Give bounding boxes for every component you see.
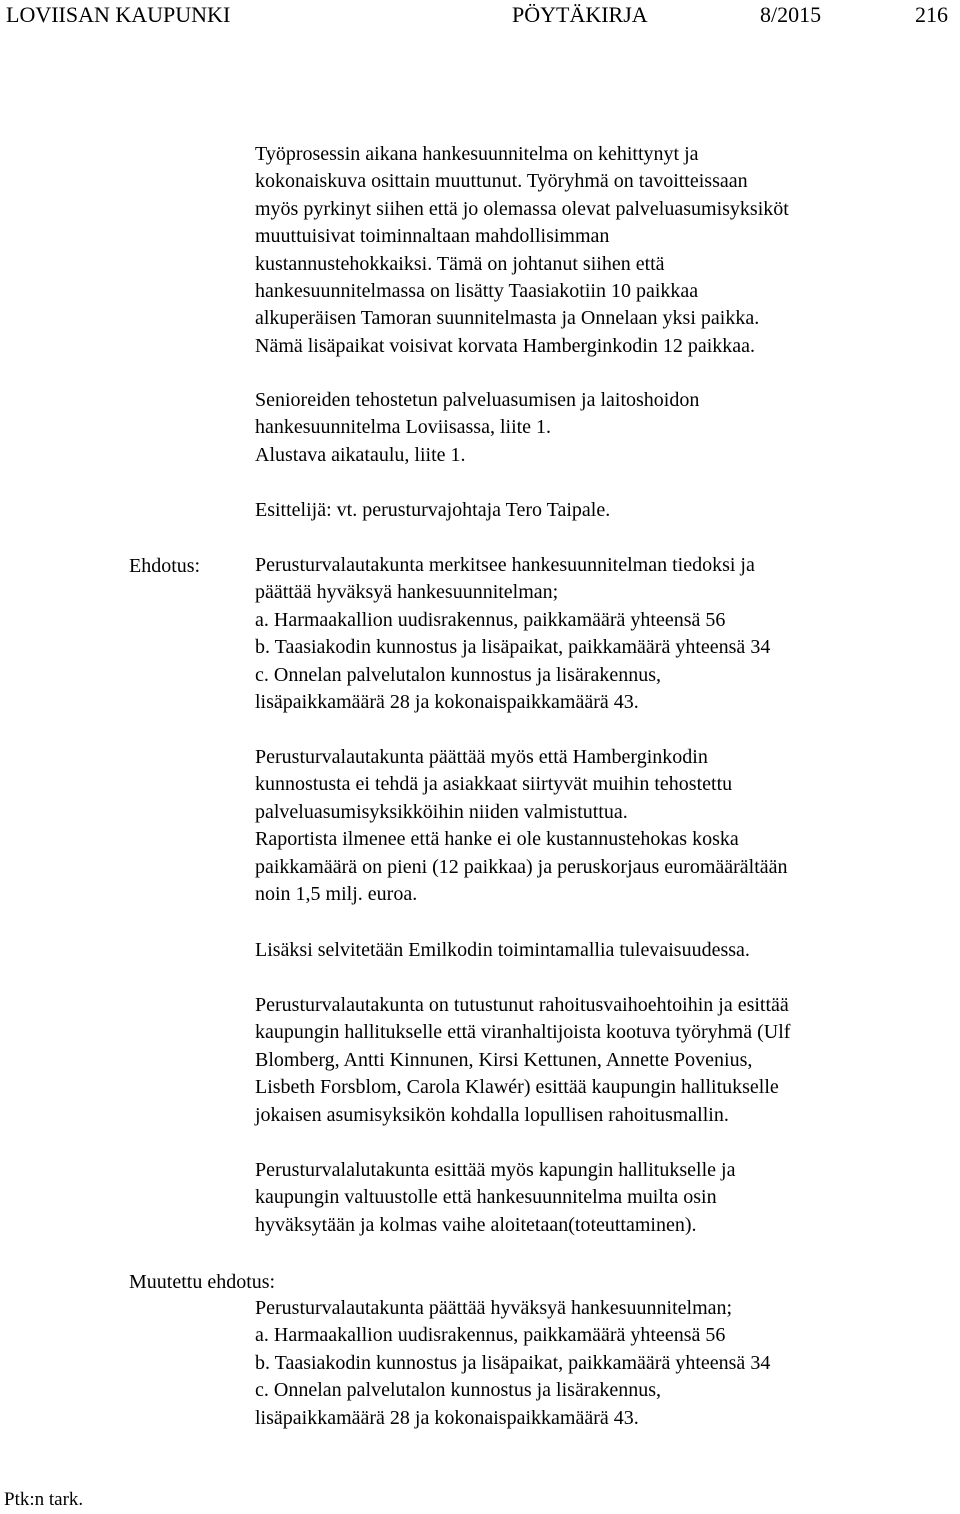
text-line: Alustava aikataulu, liite 1. xyxy=(255,443,466,466)
organization-name: LOVIISAN KAUPUNKI xyxy=(6,2,231,27)
text-line: kaupungin valtuustolle että hankesuunnitelma muilta osin xyxy=(255,1186,717,1209)
amended-proposal-text xyxy=(255,1295,945,1432)
text-line: Lisbeth Forsblom, Carola Klawér) esittää kaupungin hallitukselle xyxy=(255,1076,779,1099)
text-line: alkuperäisen Tamoran suunnitelmasta ja Onnelaan yksi paikka. xyxy=(255,307,760,330)
text-line: Blomberg, Antti Kinnunen, Kirsi Kettunen, Annette Povenius, xyxy=(255,1048,753,1071)
amended-proposal-label: Muutettu ehdotus: xyxy=(129,1271,276,1293)
text-line: lisäpaikkamäärä 28 ja kokonaispaikkamäärä 43. xyxy=(255,691,639,714)
minutes-checker-note: Ptk:n tark. xyxy=(4,1489,84,1510)
text-line: jokaisen asumisyksikön kohdalla lopullisen rahoitusmallin. xyxy=(255,1103,729,1126)
text-line: kustannustehokkaiksi. Tämä on johtanut siihen että xyxy=(255,252,665,275)
text-line: hyväksytään ja kolmas vaihe aloitetaan(toteuttaminen). xyxy=(255,1213,697,1236)
text-line: Työprosessin aikana hankesuunnitelma on kehittynyt ja xyxy=(255,143,699,165)
text-line: myös pyrkinyt siihen että jo olemassa olevat palveluasumisyksiköt xyxy=(255,197,789,220)
proposal-decision xyxy=(255,552,945,716)
text-line: muuttuisivat toiminnaltaan mahdollisimman xyxy=(255,225,610,248)
text-line: Perusturvalautakunta päättää hyväksyä hankesuunnitelman; xyxy=(255,1297,733,1319)
council-paragraph xyxy=(255,1157,945,1239)
text-line: Nämä lisäpaikat voisivat korvata Hamberginkodin 12 paikkaa. xyxy=(255,334,756,357)
text-line: c. Onnelan palvelutalon kunnostus ja lisärakennus, xyxy=(255,663,662,686)
text-line: a. Harmaakallion uudisrakennus, paikkamäärä yhteensä 56 xyxy=(255,608,726,631)
text-line: hankesuunnitelma Loviisassa, liite 1. xyxy=(255,416,552,439)
text-line: palveluasumisyksikköihin niiden valmistuttua. xyxy=(255,800,628,823)
text-line: kaupungin hallitukselle että viranhaltijoista kootuva työryhmä (Ulf xyxy=(255,1021,791,1044)
text-line: Perusturvalautakunta päättää myös että Hamberginkodin xyxy=(255,746,708,768)
text-line: Perusturvalalutakunta esittää myös kapungin hallitukselle ja xyxy=(255,1159,736,1181)
financing-paragraph xyxy=(255,992,945,1129)
text-line: noin 1,5 milj. euroa. xyxy=(255,883,418,906)
text-line: kokonaiskuva osittain muuttunut. Työryhmä on tavoitteissaan xyxy=(255,170,748,193)
page-header xyxy=(0,0,960,30)
presenter-line xyxy=(255,497,945,524)
page-number: 216 xyxy=(915,2,948,27)
text-line: Raportista ilmenee että hanke ei ole kustannustehokas koska xyxy=(255,828,739,851)
text-line: b. Taasiakodin kunnostus ja lisäpaikat, paikkamäärä yhteensä 34 xyxy=(255,1351,771,1374)
text-line: päättää hyväksyä hankesuunnitelman; xyxy=(255,581,559,604)
text-line: b. Taasiakodin kunnostus ja lisäpaikat, paikkamäärä yhteensä 34 xyxy=(255,636,771,659)
text-line: kunnostusta ei tehdä ja asiakkaat siirtyvät muihin tehostettu xyxy=(255,773,733,796)
emilkoti-paragraph xyxy=(255,937,945,964)
meeting-number: 8/2015 xyxy=(760,2,822,27)
intro-paragraph xyxy=(255,141,945,360)
text-line: Perusturvalautakunta on tutustunut rahoitusvaihoehtoihin ja esittää xyxy=(255,994,789,1016)
text-line: a. Harmaakallion uudisrakennus, paikkamäärä yhteensä 56 xyxy=(255,1324,726,1347)
text-line: lisäpaikkamäärä 28 ja kokonaispaikkamäärä 43. xyxy=(255,1406,639,1429)
text-line: hankesuunnitelmassa on lisätty Taasiakotiin 10 paikkaa xyxy=(255,280,699,303)
document-type: PÖYTÄKIRJA xyxy=(512,2,648,27)
hamberg-paragraph xyxy=(255,744,945,908)
proposal-label: Ehdotus: xyxy=(129,555,201,577)
text-line: Lisäksi selvitetään Emilkodin toimintamallia tulevaisuudessa. xyxy=(255,939,750,961)
text-line: Perusturvalautakunta merkitsee hankesuunnitelman tiedoksi ja xyxy=(255,554,755,576)
presenter-text: Esittelijä: vt. perusturvajohtaja Tero Taipale. xyxy=(255,499,611,521)
attachments-paragraph xyxy=(255,387,945,469)
text-line: c. Onnelan palvelutalon kunnostus ja lisärakennus, xyxy=(255,1379,662,1402)
text-line: paikkamäärä on pieni (12 paikkaa) ja peruskorjaus euromäärältään xyxy=(255,855,788,878)
text-line: Senioreiden tehostetun palveluasumisen ja laitoshoidon xyxy=(255,389,700,411)
